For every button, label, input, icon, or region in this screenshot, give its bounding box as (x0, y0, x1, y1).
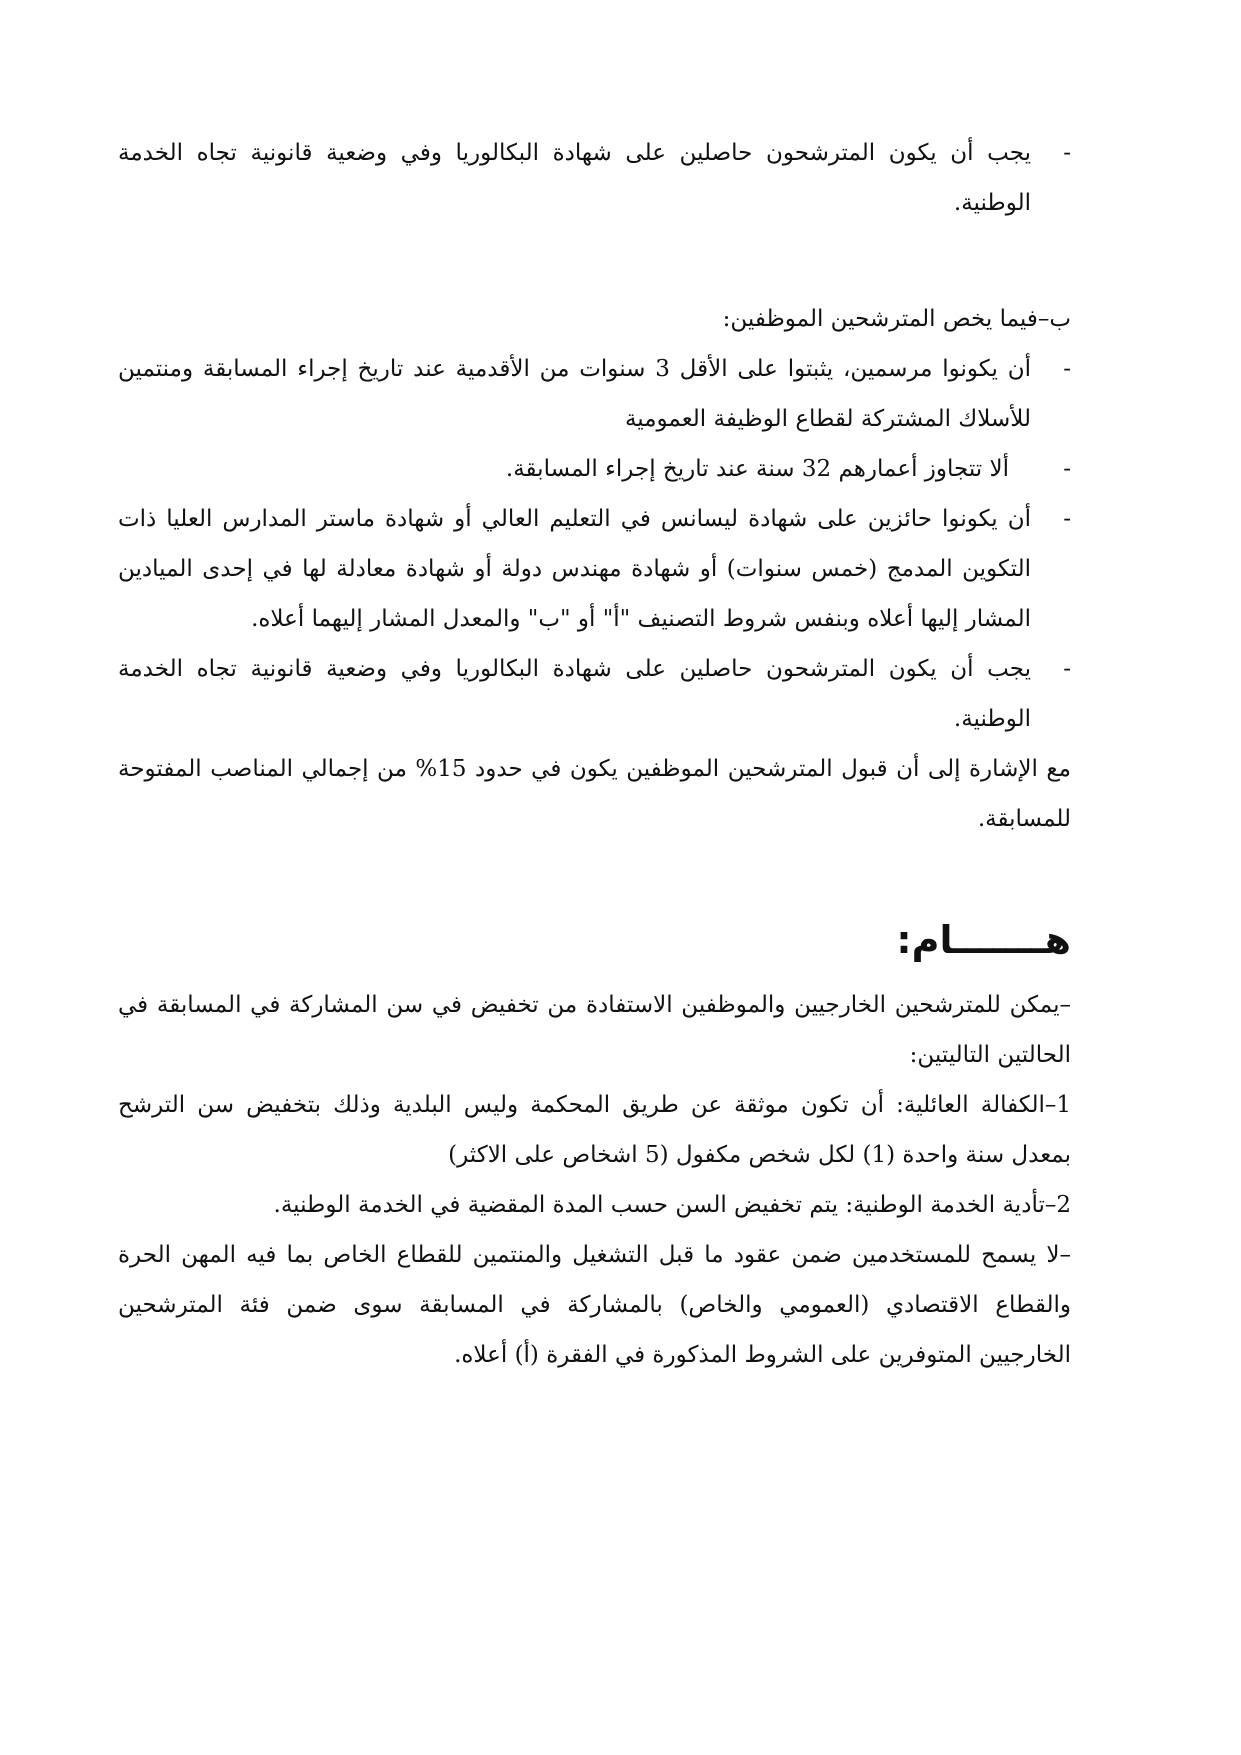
bullet-text: يجب أن يكون المترشحون حاصلين على شهادة البكالوريا وفي وضعية قانونية تجاه الخدمة الوطنية. (118, 140, 1031, 216)
important-paragraph: 2–تأدية الخدمة الوطنية: يتم تخفيض السن حسب المدة المقضية في الخدمة الوطنية. (273, 1192, 1071, 1218)
list-item (118, 128, 1071, 228)
important-heading: هـــــــام: (896, 918, 1071, 962)
bullet-text: أن يكونوا مرسمين، يثبتوا على الأقل 3 سنوات من الأقدمية عند تاريخ إجراء المسابقة ومنتمين للأسلاك المشتركة لقطاع الوظيفة العمومية (118, 356, 1031, 432)
important-paragraph: 1–الكفالة العائلية: أن تكون موثقة عن طريق المحكمة وليس البلدية وذلك بتخفيض سن الترشح بمعدل سنة واحدة (1) لكل شخص مكفول (5 اشخاص على الاكثر) (118, 1092, 1071, 1168)
bullet-marker: - (1063, 140, 1071, 166)
list-item (118, 494, 1071, 644)
quota-note: مع الإشارة إلى أن قبول المترشحين الموظفين يكون في حدود 15% من إجمالي المناصب المفتوحة للمسابقة. (118, 756, 1071, 832)
bullet-text: يجب أن يكون المترشحون حاصلين على شهادة البكالوريا وفي وضعية قانونية تجاه الخدمة الوطنية. (118, 656, 1031, 732)
bullet-marker: - (1063, 356, 1071, 382)
list-item (118, 344, 1071, 444)
bullet-text: ألا تتجاوز أعمارهم 32 سنة عند تاريخ إجراء المسابقة. (505, 456, 1009, 482)
important-paragraph: –يمكن للمترشحين الخارجيين والموظفين الاستفادة من تخفيض في سن المشاركة في المسابقة في الحالتين التاليتين: (118, 992, 1071, 1068)
important-paragraph: –لا يسمح للمستخدمين ضمن عقود ما قبل التشغيل والمنتمين للقطاع الخاص بما فيه المهن الحرة والقطاع الاقتصادي (العمومي والخاص) بالمشاركة في المسابقة سوى ضمن فئة المترشحين الخارجيين المتوفرين على الشروط المذكورة في الفقرة (أ) أعلاه. (118, 1242, 1071, 1368)
bullet-marker: - (1063, 656, 1071, 682)
bullet-marker: - (1063, 456, 1071, 482)
list-item (118, 444, 1071, 494)
bullet-text: أن يكونوا حائزين على شهادة ليسانس في التعليم العالي أو شهادة ماستر المدارس العليا ذات التكوين المدمج (خمس سنوات) أو شهادة مهندس دولة أو شهادة معادلة لها في إحدى الميادين المشار إليها أعلاه وبنفس شروط التصنيف "أ" أو "ب" والمعدل المشار إليهما أعلاه. (118, 506, 1031, 632)
bullet-marker: - (1063, 506, 1071, 532)
list-item (118, 644, 1071, 744)
section-heading-employees: ب–فيما يخص المترشحين الموظفين: (722, 306, 1071, 332)
